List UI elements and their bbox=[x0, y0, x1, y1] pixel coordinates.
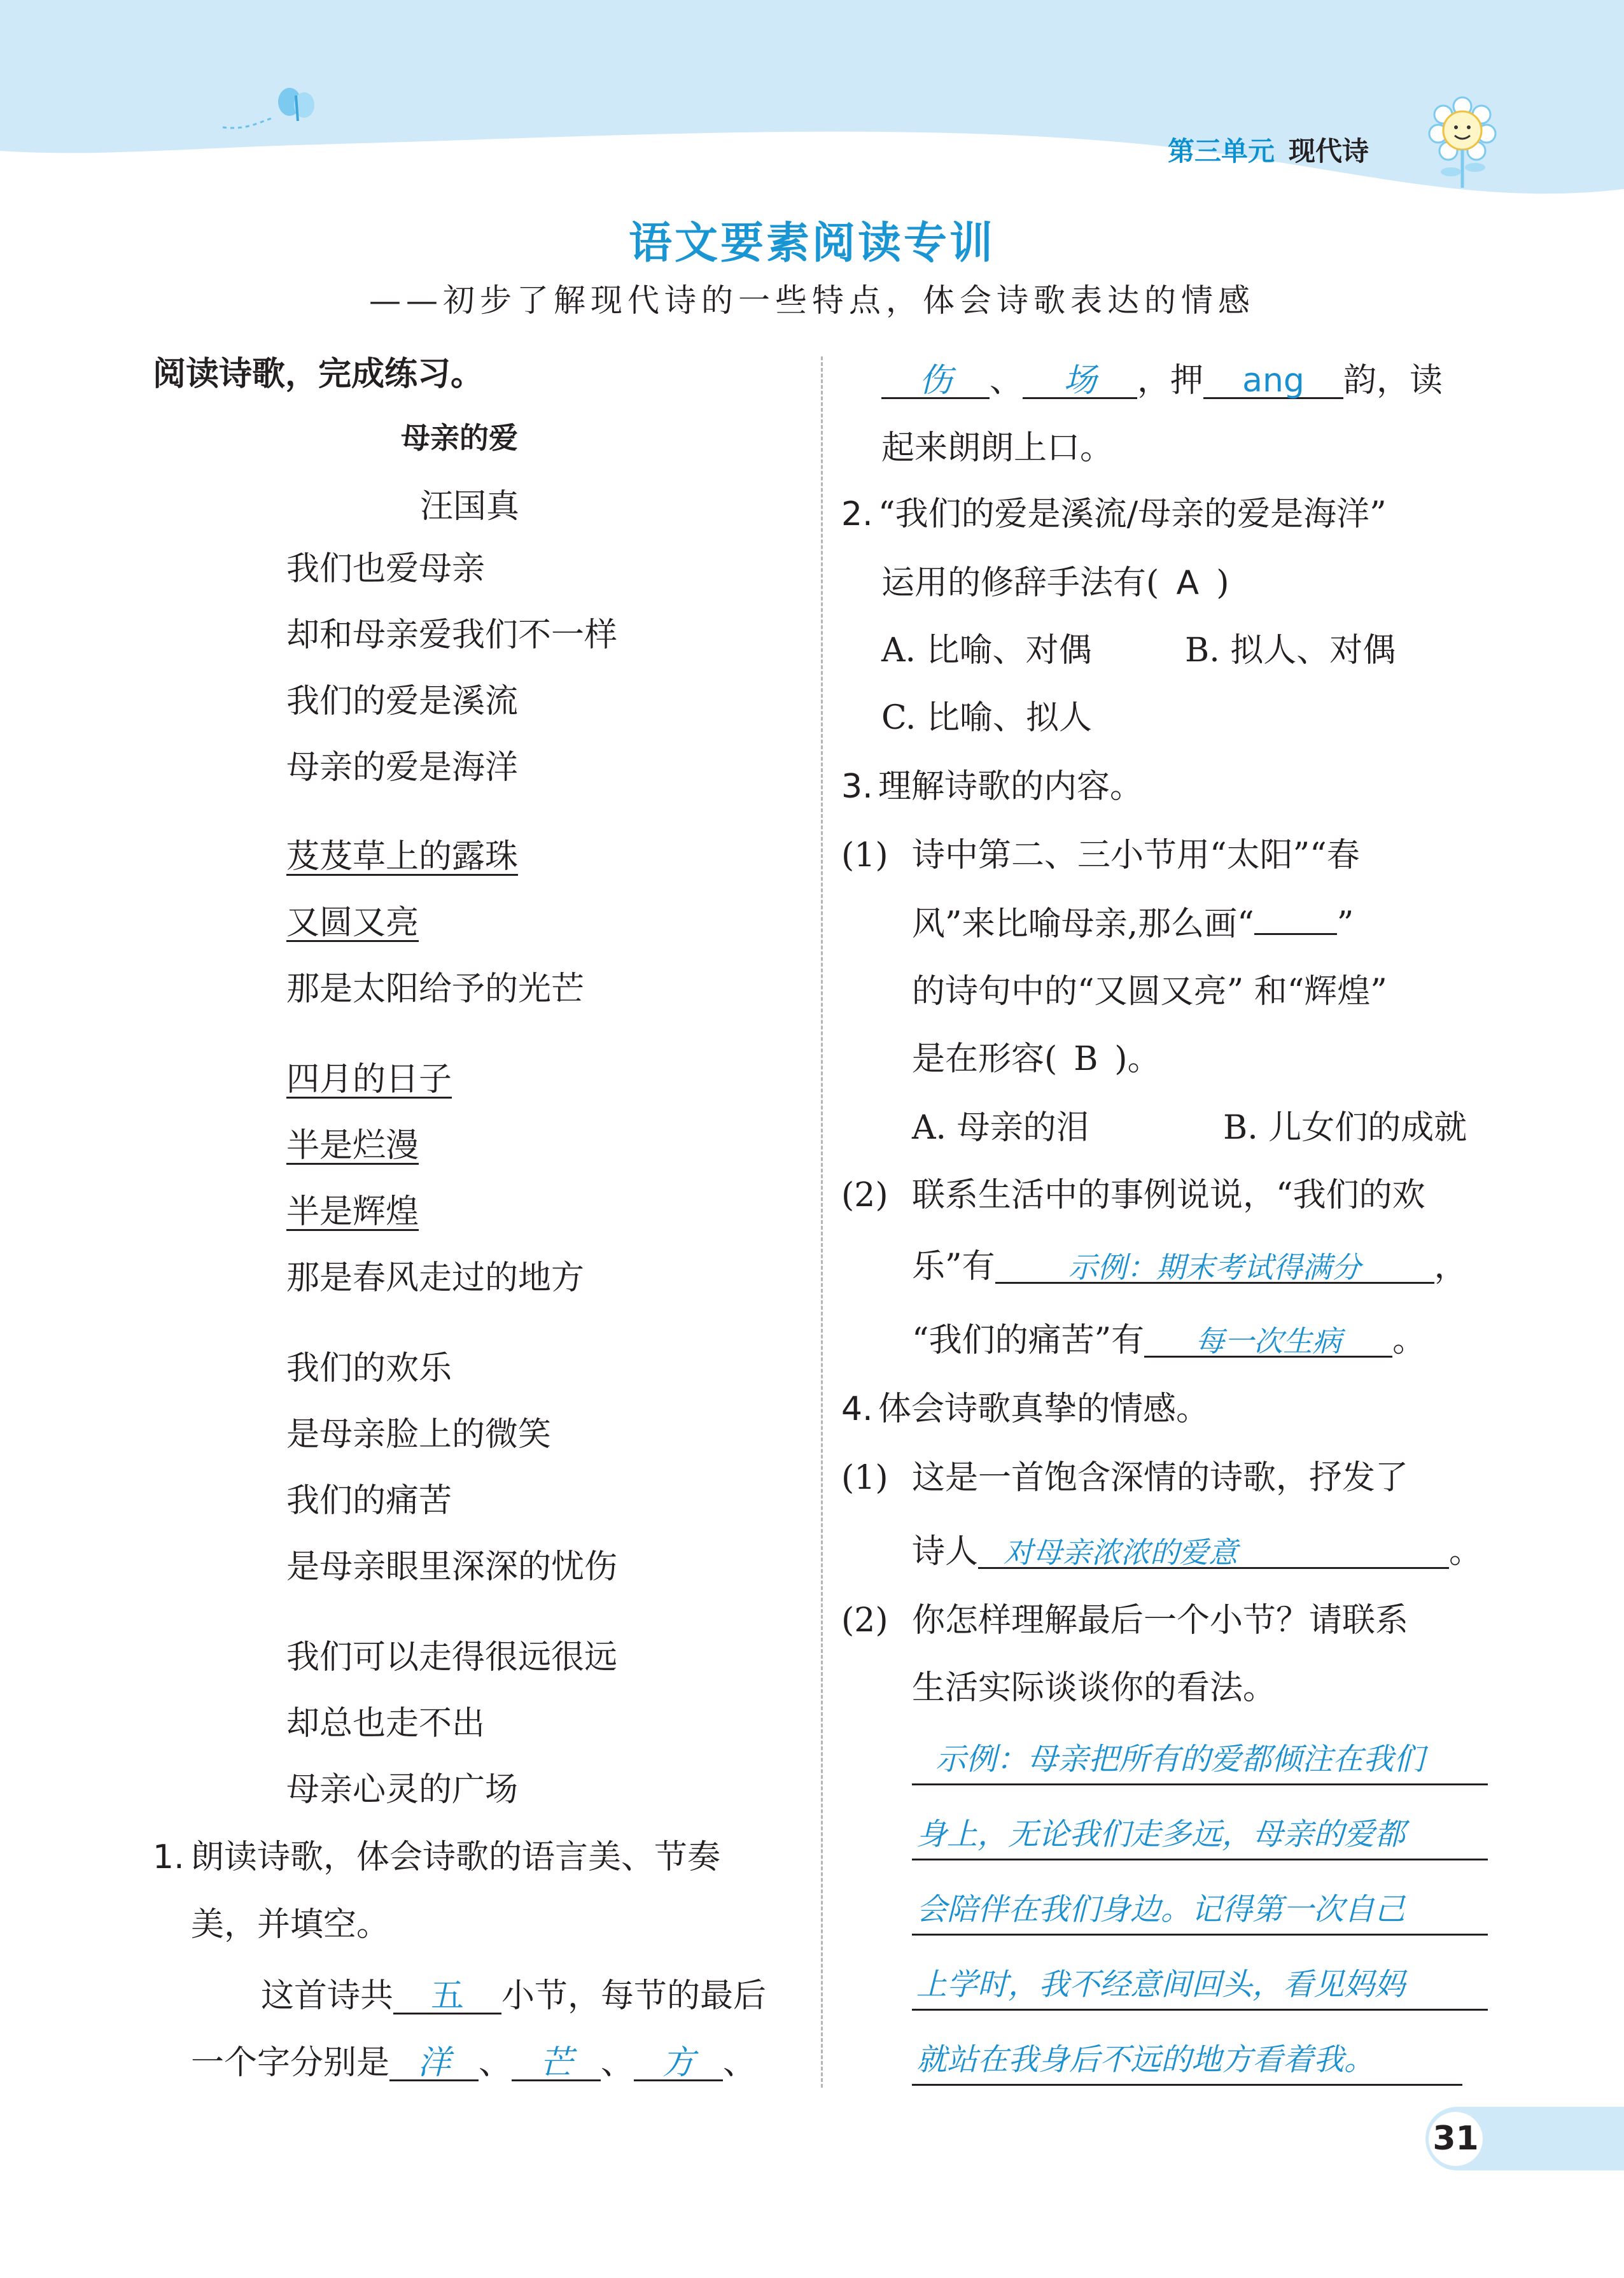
page-number: 31 bbox=[1429, 2112, 1483, 2166]
poem-line-underlined: 芨芨草上的露珠 bbox=[286, 838, 519, 876]
poem-line-underlined: 四月的日子 bbox=[286, 1060, 452, 1099]
poem-line: 我们可以走得很远很远 bbox=[286, 1638, 618, 1677]
q1-number: 1. bbox=[153, 1838, 185, 1876]
q1-fill-text: ，押 bbox=[1137, 362, 1204, 400]
sunflower-icon bbox=[1424, 92, 1501, 188]
q1-text: 美，并填空。 bbox=[191, 1906, 390, 1944]
poem-line: 是母亲脸上的微笑 bbox=[286, 1416, 552, 1454]
answer-rule bbox=[912, 2009, 1488, 2011]
q3-answer: B bbox=[1074, 1040, 1098, 1078]
q3-text: 。 bbox=[1392, 1321, 1426, 1360]
q4-text: 。 bbox=[1449, 1533, 1483, 1571]
q1-word-answer: 伤 bbox=[881, 364, 990, 399]
poem-line: 我们的欢乐 bbox=[286, 1349, 452, 1388]
q2-answer: A bbox=[1176, 564, 1200, 602]
poem-line: 母亲心灵的广场 bbox=[286, 1771, 519, 1809]
q3-question-line bbox=[912, 1040, 1161, 1078]
q1-count-answer: 五 bbox=[393, 1979, 501, 2014]
separator: 、 bbox=[601, 2044, 634, 2082]
q1-word-answer: 方 bbox=[634, 2046, 723, 2081]
q3-text-line bbox=[912, 905, 1354, 943]
poem-line: 那是春风走过的地方 bbox=[286, 1259, 585, 1297]
q3-text: 联系生活中的事例说说，“我们的欢 bbox=[912, 1176, 1425, 1214]
poem-line: 我们的爱是溪流 bbox=[286, 682, 519, 721]
q3-text: ” bbox=[1336, 905, 1354, 943]
q1-fill-text: 小节，每节的最后 bbox=[501, 1977, 767, 2015]
q3-text: 是在形容( bbox=[912, 1040, 1058, 1078]
page-subtitle: ——初步了解现代诗的一些特点，体会诗歌表达的情感 bbox=[369, 282, 1255, 319]
q3-number: 3. bbox=[841, 768, 873, 806]
q1-text: 朗读诗歌，体会诗歌的语言美、节奏 bbox=[191, 1838, 721, 1876]
poem-line-underlined: 半是烂漫 bbox=[286, 1127, 419, 1165]
unit-name: 第三单元 bbox=[1168, 136, 1275, 167]
answer-rule bbox=[912, 1783, 1488, 1785]
q1-fill-text: 韵，读 bbox=[1343, 362, 1443, 400]
q2-text: “我们的爱是溪流/母亲的爱是海洋” bbox=[878, 495, 1387, 533]
q2-text: 运用的修辞手法有( bbox=[881, 564, 1159, 602]
q3-text: )。 bbox=[1114, 1040, 1161, 1078]
separator: 、 bbox=[990, 362, 1023, 400]
q3-blank bbox=[1254, 908, 1337, 935]
q4-answer-line: 示例：母亲把所有的爱都倾注在我们 bbox=[935, 1741, 1425, 1777]
q2-question-line bbox=[881, 566, 1229, 600]
q4-text: 你怎样理解最后一个小节？请联系 bbox=[912, 1601, 1409, 1640]
q3-text: ， bbox=[1434, 1248, 1467, 1286]
q4-answer-line: 上学时，我不经意间回头，看见妈妈 bbox=[916, 1967, 1406, 2002]
q4-text: 诗人 bbox=[912, 1533, 979, 1571]
q4-answer-line: 身上，无论我们走多远，母亲的爱都 bbox=[916, 1817, 1406, 1852]
q4-fill-line bbox=[912, 1535, 1482, 1569]
q1-fill-line bbox=[881, 364, 1443, 399]
poem-author: 汪国真 bbox=[420, 488, 520, 526]
q2-option-b: B. 拟人、对偶 bbox=[1185, 631, 1396, 670]
poem-line-underlined: 又圆又亮 bbox=[286, 904, 419, 942]
q2-number: 2. bbox=[841, 495, 873, 533]
q1-fill-text: 这首诗共 bbox=[261, 1977, 394, 2015]
q4-answer-line: 就站在我身后不远的地方看着我。 bbox=[916, 2042, 1375, 2078]
q4-text: 生活实际谈谈你的看法。 bbox=[912, 1669, 1277, 1707]
unit-topic: 现代诗 bbox=[1289, 136, 1369, 167]
poem-line: 却和母亲爱我们不一样 bbox=[286, 616, 618, 654]
q2-option-c: C. 比喻、拟人 bbox=[881, 699, 1092, 737]
unit-label bbox=[1168, 130, 1369, 169]
q3-option-a: A. 母亲的泪 bbox=[912, 1109, 1089, 1147]
poem-line: 我们也爱母亲 bbox=[286, 550, 486, 588]
poem-line: 我们的痛苦 bbox=[286, 1482, 452, 1520]
answer-rule bbox=[912, 1934, 1488, 1936]
q3-answer-pain: 每一次生病 bbox=[1144, 1326, 1392, 1358]
instruction: 阅读诗歌，完成练习。 bbox=[153, 355, 484, 393]
poem-line: 母亲的爱是海洋 bbox=[286, 749, 519, 787]
poem-title: 母亲的爱 bbox=[401, 421, 518, 455]
q3-part1-number: (1) bbox=[841, 836, 888, 875]
q3-answer-happy: 示例：期末考试得满分 bbox=[995, 1253, 1434, 1284]
q3-text: 诗中第二、三小节用“太阳”“春 bbox=[912, 836, 1360, 875]
q3-text: 的诗句中的“又圆又亮” 和“辉煌” bbox=[912, 973, 1387, 1011]
separator: 、 bbox=[479, 2044, 512, 2082]
q2-option-a: A. 比喻、对偶 bbox=[881, 631, 1092, 670]
q3-text: 风”来比喻母亲,那么画“ bbox=[912, 905, 1254, 943]
answer-rule bbox=[912, 1859, 1488, 1860]
q4-text: 这是一首饱含深情的诗歌，抒发了 bbox=[912, 1459, 1409, 1497]
q1-fill-line bbox=[191, 2046, 756, 2081]
q4-part2-number: (2) bbox=[841, 1601, 888, 1640]
q1-text: 起来朗朗上口。 bbox=[881, 429, 1114, 467]
q4-answer-emotion: 对母亲浓浓的爱意 bbox=[978, 1538, 1449, 1569]
q1-fill-text: 一个字分别是 bbox=[191, 2044, 390, 2082]
poem-line: 是母亲眼里深深的忧伤 bbox=[286, 1548, 618, 1586]
q1-word-answer: 洋 bbox=[389, 2046, 479, 2081]
q1-word-answer: 场 bbox=[1023, 364, 1137, 399]
q3-fill-line bbox=[912, 1250, 1467, 1284]
butterfly-icon bbox=[223, 83, 318, 134]
q3-text: 乐”有 bbox=[912, 1248, 995, 1286]
q3-fill-line bbox=[912, 1321, 1426, 1360]
q4-answer-line: 会陪伴在我们身边。记得第一次自己 bbox=[916, 1892, 1406, 1927]
q3-option-b: B. 儿女们的成就 bbox=[1223, 1109, 1467, 1147]
q1-fill-line bbox=[261, 1979, 766, 2014]
q1-rhyme-answer: ang bbox=[1203, 364, 1343, 399]
separator: 、 bbox=[723, 2044, 757, 2082]
answer-rule bbox=[912, 2084, 1462, 2086]
poem-line: 那是太阳给予的光芒 bbox=[286, 970, 585, 1008]
q4-text: 体会诗歌真挚的情感。 bbox=[878, 1390, 1210, 1428]
poem-line-underlined: 半是辉煌 bbox=[286, 1193, 419, 1231]
q1-word-answer: 芒 bbox=[512, 2046, 601, 2081]
q3-part2-number: (2) bbox=[841, 1176, 888, 1214]
poem-line: 却总也走不出 bbox=[286, 1705, 486, 1743]
q2-text: ) bbox=[1216, 564, 1229, 602]
q3-text: “我们的痛苦”有 bbox=[912, 1321, 1145, 1360]
q3-text: 理解诗歌的内容。 bbox=[878, 768, 1144, 806]
q4-part1-number: (1) bbox=[841, 1459, 888, 1497]
q4-number: 4. bbox=[841, 1390, 873, 1428]
page-title: 语文要素阅读专训 bbox=[628, 218, 995, 269]
column-divider bbox=[821, 356, 823, 2088]
